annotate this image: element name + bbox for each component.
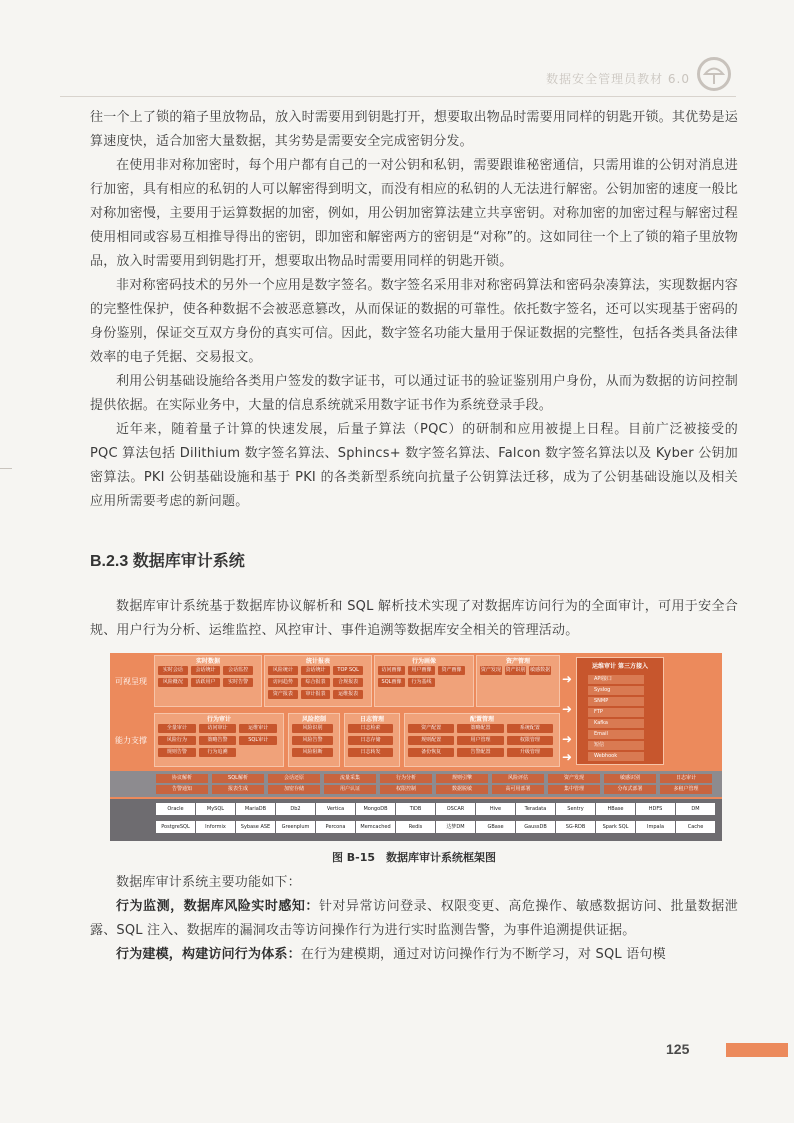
- function-module-chip: 权限控制: [380, 785, 432, 794]
- function-module-chip: 报表生成: [212, 785, 264, 794]
- database-cell: MariaDB: [236, 803, 275, 815]
- diagram-chip: 资产配置: [408, 724, 454, 733]
- integration-item: 短信: [588, 741, 644, 750]
- diagram-chip: 备份恢复: [408, 748, 454, 757]
- paragraph: 在使用非对称加密时，每个用户都有自己的一对公钥和私钥，需要跟谁秘密通信，只需用谁的公钥对消息进行加密，具有相应的私钥的人可以解密得到明文，而没有相应的私钥的人无法进行解密。公钥加密的速度一般比对称加密慢，主要用于运算数据的加密，例如，用公钥加密算法建立共享密钥。对称加密的加密过程与解密过程使用相同或容易互相推导得出的密钥，即加密和解密两方的密钥是“对称”的。这如同往一个上了锁的箱子里放物品，放入时需要用到钥匙打开，想要取出物品时需要用同样的钥匙开锁。: [90, 158, 738, 269]
- diagram-chip: 风险统计: [268, 666, 298, 675]
- header-rule: [60, 96, 736, 97]
- page-number: 125: [666, 1041, 690, 1057]
- function-module-chip: 日志审计: [660, 774, 712, 783]
- diagram-panel-title: 风险控制: [301, 716, 326, 723]
- diagram-chip: 合规报表: [333, 678, 363, 687]
- integration-item: Syslog: [588, 686, 644, 695]
- database-cell: HDFS: [636, 803, 675, 815]
- arrow-icon: ➜: [562, 732, 573, 746]
- function-module-chip: 敏感识别: [604, 774, 656, 783]
- diagram-chip: 资产识别: [505, 667, 526, 673]
- diagram-chip: 规则告警: [158, 748, 196, 757]
- diagram-panel-title: 配置管理: [469, 716, 494, 723]
- diagram-chip: 权限管理: [507, 736, 553, 745]
- database-cell: Oracle: [156, 803, 195, 815]
- diagram-chip: 访问审计: [199, 724, 237, 733]
- function-module-chip: 用户认证: [324, 785, 376, 794]
- database-cell: Greenplum: [276, 821, 315, 833]
- diagram-chip: 会话统计: [191, 666, 221, 675]
- function-keyword: 行为建模，构建访问行为体系：: [116, 947, 301, 962]
- diagram-chip: 运维报表: [333, 690, 363, 699]
- diagram-panel-title: 日志管理: [359, 716, 384, 723]
- function-module-chip: 集中管理: [548, 785, 600, 794]
- diagram-chip: 资产画像: [438, 666, 465, 675]
- integration-item: Email: [588, 730, 644, 739]
- function-item: [90, 895, 738, 943]
- database-cell: DM: [676, 803, 715, 815]
- diagram-chip: 行为追溯: [199, 748, 237, 757]
- diagram-panel-title: 行为画像: [411, 658, 436, 665]
- diagram-chip: 日志检索: [348, 724, 393, 733]
- function-text: 在行为建模期，通过对访问操作行为不断学习，对 SQL 语句模: [300, 947, 666, 962]
- function-module-chip: 分布式部署: [604, 785, 656, 794]
- diagram-chip: 风险阻断: [292, 748, 333, 757]
- database-cell: 达梦DM: [436, 821, 475, 833]
- diagram-chip: SQL审计: [239, 736, 277, 745]
- integration-item: SNMP: [588, 697, 644, 706]
- diagram-chip: 策略配置: [457, 724, 503, 733]
- diagram-chip: 日志转发: [348, 748, 393, 757]
- functions-intro: 数据库审计系统主要功能如下：: [116, 875, 301, 890]
- database-cell: Spark SQL: [596, 821, 635, 833]
- function-module-chip: 流量采集: [324, 774, 376, 783]
- function-module-chip: SQL解析: [212, 774, 264, 783]
- database-cell: GaussDB: [516, 821, 555, 833]
- diagram-chip: 访问画像: [378, 666, 405, 675]
- database-cell: Sentry: [556, 803, 595, 815]
- publisher-logo-icon: [697, 57, 731, 91]
- section-intro: 数据库审计系统基于数据库协议解析和 SQL 解析技术实现了对数据库访问行为的全面审计，可用于安全合规、用户行为分析、运维监控、风控审计、事件追溯等数据库安全相关的管理活动。: [90, 599, 738, 638]
- header-title: 数据安全管理员教材 6.0: [546, 72, 690, 86]
- diagram-chip: 系统配置: [507, 724, 553, 733]
- function-keyword: 行为监测，数据库风险实时感知：: [116, 899, 319, 914]
- paragraph: 近年来，随着量子计算的快速发展，后量子算法（PQC）的研制和应用被提上日程。目前广泛被接受的 PQC 算法包括 Dilithium 数字签名算法、Sphincs+ 数字签名算法、Falcon 数字签名算法以及 Kyber 公钥加密算法。PKI 公钥基础设施和基于 PKI 的各类新型系统向抗量子公钥算法迁移，成为了公钥基础设施以及相关应用所需要考虑的新问题。: [90, 422, 738, 509]
- integration-item: API接口: [588, 675, 644, 684]
- function-module-chip: 加密存储: [268, 785, 320, 794]
- diagram-chip: 升级管理: [507, 748, 553, 757]
- function-module-chip: 数据脱敏: [436, 785, 488, 794]
- diagram-panel-title: 实时数据: [195, 658, 220, 665]
- database-cell: MySQL: [196, 803, 235, 815]
- paragraph: 利用公钥基础设施给各类用户签发的数字证书，可以通过证书的验证鉴别用户身份，从而为数据的访问控制提供依据。在实际业务中，大量的信息系统就采用数字证书作为系统登录手段。: [90, 374, 738, 413]
- integration-item: FTP: [588, 708, 644, 717]
- diagram-chip: 资产发现: [480, 667, 501, 673]
- diagram-chip: 用户管理: [457, 736, 503, 745]
- diagram-chip: SQL画像: [378, 678, 405, 687]
- database-cell: GBase: [476, 821, 515, 833]
- architecture-diagram: [110, 653, 722, 841]
- diagram-chip: 实时会话: [158, 666, 188, 675]
- diagram-row-label: 能力支撑: [115, 735, 147, 745]
- database-cell: Informix: [196, 821, 235, 833]
- database-cell: HBase: [596, 803, 635, 815]
- diagram-chip: 风险概况: [158, 678, 188, 687]
- arrow-icon: ➜: [562, 750, 573, 764]
- diagram-chip: 访问趋势: [268, 678, 298, 687]
- paragraph: 往一个上了锁的箱子里放物品，放入时需要用到钥匙打开，想要取出物品时需要用同样的钥匙开锁。其优势是运算速度快，适合加密大量数据，其劣势是需要安全完成密钥分发。: [90, 110, 738, 149]
- diagram-chip: 日志存储: [348, 736, 393, 745]
- page-number-bar: [726, 1043, 788, 1057]
- section-heading: B.2.3 数据库审计系统: [90, 553, 245, 570]
- diagram-chip: 会话统计: [301, 666, 331, 675]
- diagram-chip: 风险告警: [292, 736, 333, 745]
- function-text: 针对异常访问登录、权限变更、高危操作、敏感数据访问、批量数据泄露、SQL 注入、数据库的漏洞攻击等访问操作行为进行实时监测告警，为事件追溯提供证据。: [90, 899, 738, 938]
- function-module-chip: 规则引擎: [436, 774, 488, 783]
- paragraph: 非对称密码技术的另外一个应用是数字签名。数字签名采用非对称密码算法和密码杂凑算法，实现数据内容的完整性保护，使各种数据不会被恶意篡改，从而保证的数据的可靠性。依托数字签名，还可以实现基于密码的身份鉴别，保证交互双方身份的真实可信。因此，数字签名功能大量用于保证数据的完整性，包括各类具备法律效率的电子凭据、交易报文。: [90, 278, 738, 365]
- diagram-chip: 告警配置: [457, 748, 503, 757]
- database-cell: Hive: [476, 803, 515, 815]
- database-cell: PostgreSQL: [156, 821, 195, 833]
- function-module-chip: 资产发现: [548, 774, 600, 783]
- function-module-chip: 多租户管理: [660, 785, 712, 794]
- page-content: [90, 106, 738, 967]
- diagram-chip: 运维审计: [239, 724, 277, 733]
- figure-caption: 图 B-15 数据库审计系统框架图: [331, 851, 497, 864]
- diagram-chip: 审计报表: [301, 690, 331, 699]
- function-module-chip: 告警通知: [156, 785, 208, 794]
- diagram-chip: 策略告警: [199, 736, 237, 745]
- diagram-chip: 实时告警: [223, 678, 253, 687]
- database-cell: OSCAR: [436, 803, 475, 815]
- arrow-icon: ➜: [562, 702, 573, 716]
- database-cell: Redis: [396, 821, 435, 833]
- diagram-chip: 行为基线: [408, 678, 435, 687]
- diagram-row-label: 可视呈现: [115, 676, 147, 686]
- database-cell: Vertica: [316, 803, 355, 815]
- diagram-chip: 风险识别: [292, 724, 333, 733]
- integration-box-title: 运维审计 第三方接入: [591, 663, 649, 670]
- function-module-chip: 会话还原: [268, 774, 320, 783]
- diagram-panel-title: 统计报表: [305, 658, 330, 665]
- database-cell: MongoDB: [356, 803, 395, 815]
- arrow-icon: ➜: [562, 672, 573, 686]
- database-cell: Impala: [636, 821, 675, 833]
- function-module-chip: 高可用部署: [492, 785, 544, 794]
- database-cell: Cache: [676, 821, 715, 833]
- function-module-chip: 协议解析: [156, 774, 208, 783]
- margin-tick: [0, 468, 12, 469]
- database-cell: Db2: [276, 803, 315, 815]
- function-module-chip: 行为分析: [380, 774, 432, 783]
- diagram-chip: 风险行为: [158, 736, 196, 745]
- diagram-chip: 用户画像: [408, 666, 435, 675]
- diagram-panel-title: 资产管理: [505, 658, 530, 665]
- diagram-chip: TOP SQL: [333, 666, 363, 675]
- diagram-chip: 全量审计: [158, 724, 196, 733]
- diagram-chip: 敏感数据: [530, 667, 551, 673]
- diagram-chip: 综合报表: [301, 678, 331, 687]
- integration-item: Kafka: [588, 719, 644, 728]
- function-module-chip: 风险评估: [492, 774, 544, 783]
- database-cell: Teradata: [516, 803, 555, 815]
- diagram-chip: 会话监控: [223, 666, 253, 675]
- diagram-panel-title: 行为审计: [206, 716, 231, 723]
- diagram-chip: 资产报表: [268, 690, 298, 699]
- integration-item: Webhook: [588, 752, 644, 761]
- database-cell: Memcached: [356, 821, 395, 833]
- diagram-chip: 活跃用户: [191, 678, 221, 687]
- database-cell: SG-RDB: [556, 821, 595, 833]
- database-cell: Percona: [316, 821, 355, 833]
- database-cell: TiDB: [396, 803, 435, 815]
- function-item: [90, 943, 738, 967]
- diagram-chip: 规则配置: [408, 736, 454, 745]
- database-cell: Sybase ASE: [236, 821, 275, 833]
